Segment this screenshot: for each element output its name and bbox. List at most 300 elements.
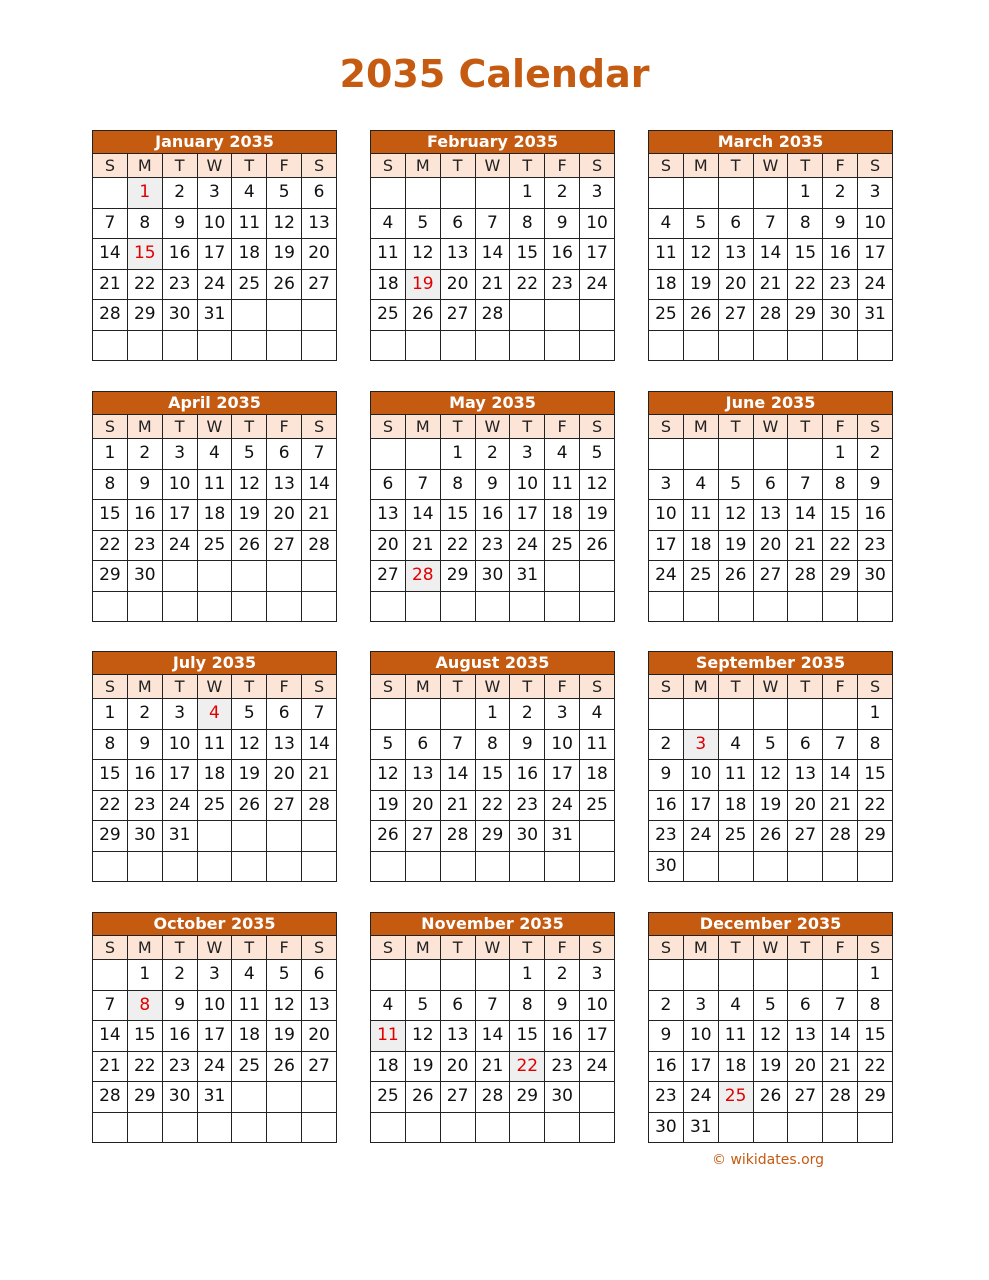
day-cell: 17 <box>162 500 197 531</box>
day-cell: 21 <box>302 760 337 791</box>
empty-cell <box>510 1112 545 1143</box>
empty-cell <box>788 1112 823 1143</box>
day-cell: 20 <box>788 790 823 821</box>
day-cell: 9 <box>162 990 197 1021</box>
day-cell: 20 <box>753 530 788 561</box>
day-cell: 11 <box>580 729 615 760</box>
day-cell: 30 <box>823 300 858 331</box>
day-cell: 10 <box>197 990 232 1021</box>
week-row <box>93 530 337 561</box>
day-cell: 10 <box>162 729 197 760</box>
day-cell: 24 <box>580 1051 615 1082</box>
day-cell: 10 <box>580 208 615 239</box>
holiday-cell: 1 <box>127 178 162 209</box>
day-cell: 4 <box>718 729 753 760</box>
holiday-cell: 19 <box>405 269 440 300</box>
day-cell: 5 <box>718 469 753 500</box>
day-cell: 22 <box>93 530 128 561</box>
weekday-label: T <box>232 675 267 699</box>
day-cell: 15 <box>93 760 128 791</box>
day-cell: 17 <box>683 1051 718 1082</box>
week-row <box>649 851 893 882</box>
day-cell: 8 <box>475 729 510 760</box>
empty-cell <box>788 439 823 470</box>
week-row <box>649 760 893 791</box>
day-cell: 18 <box>197 500 232 531</box>
weekday-label: S <box>649 936 684 960</box>
day-cell: 28 <box>302 530 337 561</box>
day-cell: 18 <box>718 790 753 821</box>
day-cell: 30 <box>649 851 684 882</box>
day-cell: 11 <box>232 208 267 239</box>
month-title: May 2035 <box>371 392 615 415</box>
day-cell: 12 <box>232 469 267 500</box>
month-title: October 2035 <box>93 913 337 936</box>
weekday-label: T <box>162 154 197 178</box>
week-row <box>371 990 615 1021</box>
day-cell: 6 <box>718 208 753 239</box>
day-cell: 23 <box>475 530 510 561</box>
day-cell: 3 <box>197 960 232 991</box>
day-cell: 15 <box>858 760 893 791</box>
weekday-label: T <box>232 154 267 178</box>
empty-cell <box>718 330 753 361</box>
day-cell: 3 <box>580 960 615 991</box>
empty-cell <box>580 591 615 622</box>
day-cell: 26 <box>753 821 788 852</box>
weekday-label: W <box>475 154 510 178</box>
day-cell: 14 <box>93 239 128 270</box>
day-cell: 8 <box>858 990 893 1021</box>
day-cell: 24 <box>197 269 232 300</box>
day-cell: 2 <box>127 439 162 470</box>
day-cell: 13 <box>788 1021 823 1052</box>
day-cell: 8 <box>788 208 823 239</box>
week-row <box>93 851 337 882</box>
weekday-label: T <box>510 675 545 699</box>
day-cell: 7 <box>405 469 440 500</box>
week-row <box>371 330 615 361</box>
empty-cell <box>371 330 406 361</box>
week-row <box>649 729 893 760</box>
holiday-cell: 11 <box>371 1021 406 1052</box>
weekday-label: S <box>858 154 893 178</box>
day-cell: 9 <box>649 1021 684 1052</box>
weekday-label: T <box>788 154 823 178</box>
day-cell: 15 <box>788 239 823 270</box>
month-table <box>648 912 893 1143</box>
day-cell: 19 <box>267 1021 302 1052</box>
empty-cell <box>545 300 580 331</box>
empty-cell <box>649 330 684 361</box>
weekday-label: F <box>823 675 858 699</box>
empty-cell <box>302 561 337 592</box>
day-cell: 12 <box>753 1021 788 1052</box>
weekday-label: T <box>788 675 823 699</box>
day-cell: 10 <box>510 469 545 500</box>
empty-cell <box>440 960 475 991</box>
empty-cell <box>371 591 406 622</box>
day-cell: 26 <box>683 300 718 331</box>
week-row <box>649 1051 893 1082</box>
day-cell: 30 <box>649 1112 684 1143</box>
week-row <box>93 239 337 270</box>
empty-cell <box>475 591 510 622</box>
day-cell: 5 <box>267 178 302 209</box>
weekday-label: F <box>545 675 580 699</box>
day-cell: 2 <box>475 439 510 470</box>
day-cell: 21 <box>823 1051 858 1082</box>
day-cell: 24 <box>510 530 545 561</box>
week-row <box>649 469 893 500</box>
day-cell: 28 <box>475 300 510 331</box>
day-cell: 3 <box>649 469 684 500</box>
day-cell: 18 <box>683 530 718 561</box>
empty-cell <box>475 851 510 882</box>
empty-cell <box>858 591 893 622</box>
day-cell: 11 <box>683 500 718 531</box>
day-cell: 17 <box>197 239 232 270</box>
weekday-label: F <box>267 154 302 178</box>
month-title: March 2035 <box>649 131 893 154</box>
empty-cell <box>232 591 267 622</box>
empty-cell <box>127 1112 162 1143</box>
empty-cell <box>232 1082 267 1113</box>
day-cell: 20 <box>302 1021 337 1052</box>
empty-cell <box>302 1082 337 1113</box>
day-cell: 9 <box>649 760 684 791</box>
week-row <box>93 208 337 239</box>
day-cell: 10 <box>683 760 718 791</box>
empty-cell <box>197 330 232 361</box>
week-row <box>371 1112 615 1143</box>
day-cell: 5 <box>232 439 267 470</box>
empty-cell <box>649 591 684 622</box>
empty-cell <box>371 699 406 730</box>
day-cell: 30 <box>475 561 510 592</box>
day-cell: 29 <box>510 1082 545 1113</box>
day-cell: 18 <box>718 1051 753 1082</box>
day-cell: 26 <box>267 1051 302 1082</box>
empty-cell <box>440 851 475 882</box>
empty-cell <box>545 591 580 622</box>
day-cell: 12 <box>580 469 615 500</box>
day-cell: 6 <box>440 208 475 239</box>
day-cell: 12 <box>753 760 788 791</box>
weekday-label: F <box>823 936 858 960</box>
weekday-label: S <box>580 154 615 178</box>
day-cell: 23 <box>823 269 858 300</box>
empty-cell <box>580 1112 615 1143</box>
weekday-label: S <box>580 415 615 439</box>
day-cell: 17 <box>510 500 545 531</box>
holiday-cell: 4 <box>197 699 232 730</box>
empty-cell <box>649 439 684 470</box>
day-cell: 11 <box>718 1021 753 1052</box>
day-cell: 25 <box>371 1082 406 1113</box>
weekday-label: W <box>475 675 510 699</box>
day-cell: 20 <box>405 790 440 821</box>
day-cell: 11 <box>718 760 753 791</box>
week-row <box>93 729 337 760</box>
day-cell: 12 <box>267 208 302 239</box>
empty-cell <box>580 1082 615 1113</box>
day-cell: 12 <box>405 239 440 270</box>
weekday-label: T <box>510 415 545 439</box>
day-cell: 20 <box>267 500 302 531</box>
weekday-label: M <box>683 675 718 699</box>
day-cell: 8 <box>510 208 545 239</box>
week-row <box>93 1021 337 1052</box>
week-row <box>371 208 615 239</box>
day-cell: 16 <box>545 1021 580 1052</box>
empty-cell <box>302 591 337 622</box>
day-cell: 19 <box>232 500 267 531</box>
day-cell: 15 <box>475 760 510 791</box>
day-cell: 6 <box>753 469 788 500</box>
empty-cell <box>93 960 128 991</box>
month-table <box>648 391 893 622</box>
empty-cell <box>580 330 615 361</box>
month-title: November 2035 <box>371 913 615 936</box>
day-cell: 27 <box>267 790 302 821</box>
weekday-label: S <box>649 415 684 439</box>
day-cell: 14 <box>823 1021 858 1052</box>
day-cell: 8 <box>823 469 858 500</box>
day-cell: 31 <box>197 1082 232 1113</box>
weekday-label: M <box>405 415 440 439</box>
empty-cell <box>162 330 197 361</box>
empty-cell <box>440 330 475 361</box>
day-cell: 26 <box>718 561 753 592</box>
empty-cell <box>649 178 684 209</box>
day-cell: 9 <box>545 990 580 1021</box>
day-cell: 2 <box>545 178 580 209</box>
day-cell: 16 <box>510 760 545 791</box>
day-cell: 22 <box>823 530 858 561</box>
empty-cell <box>683 699 718 730</box>
empty-cell <box>545 1112 580 1143</box>
day-cell: 15 <box>858 1021 893 1052</box>
weekday-label: M <box>127 154 162 178</box>
empty-cell <box>753 960 788 991</box>
day-cell: 25 <box>232 269 267 300</box>
week-row <box>649 561 893 592</box>
empty-cell <box>232 1112 267 1143</box>
weekday-label: M <box>405 675 440 699</box>
week-row <box>371 469 615 500</box>
week-row <box>93 990 337 1021</box>
week-row <box>93 469 337 500</box>
empty-cell <box>510 300 545 331</box>
day-cell: 13 <box>302 990 337 1021</box>
empty-cell <box>267 1112 302 1143</box>
empty-cell <box>753 439 788 470</box>
empty-cell <box>440 178 475 209</box>
empty-cell <box>510 330 545 361</box>
week-row <box>371 300 615 331</box>
week-row <box>371 1082 615 1113</box>
day-cell: 29 <box>93 561 128 592</box>
day-cell: 5 <box>753 729 788 760</box>
day-cell: 23 <box>127 790 162 821</box>
day-cell: 1 <box>510 960 545 991</box>
empty-cell <box>302 851 337 882</box>
weekday-label: M <box>683 415 718 439</box>
day-cell: 15 <box>510 1021 545 1052</box>
weekday-label: F <box>545 154 580 178</box>
weekday-label: S <box>93 415 128 439</box>
day-cell: 18 <box>649 269 684 300</box>
day-cell: 24 <box>683 821 718 852</box>
day-cell: 21 <box>440 790 475 821</box>
day-cell: 28 <box>753 300 788 331</box>
day-cell: 15 <box>93 500 128 531</box>
day-cell: 5 <box>580 439 615 470</box>
day-cell: 27 <box>440 1082 475 1113</box>
weekday-label: F <box>545 415 580 439</box>
empty-cell <box>405 1112 440 1143</box>
day-cell: 25 <box>197 530 232 561</box>
weekday-label: M <box>127 936 162 960</box>
empty-cell <box>753 330 788 361</box>
day-cell: 11 <box>649 239 684 270</box>
empty-cell <box>267 561 302 592</box>
week-row <box>371 1021 615 1052</box>
weekday-label: W <box>197 675 232 699</box>
day-cell: 3 <box>683 990 718 1021</box>
day-cell: 17 <box>545 760 580 791</box>
weekday-label: S <box>371 675 406 699</box>
holiday-cell: 22 <box>510 1051 545 1082</box>
empty-cell <box>93 591 128 622</box>
month-table <box>370 651 615 882</box>
empty-cell <box>127 591 162 622</box>
day-cell: 16 <box>545 239 580 270</box>
weekday-label: W <box>197 415 232 439</box>
week-row <box>93 500 337 531</box>
day-cell: 13 <box>788 760 823 791</box>
day-cell: 13 <box>440 1021 475 1052</box>
empty-cell <box>718 960 753 991</box>
day-cell: 21 <box>93 269 128 300</box>
day-cell: 11 <box>197 729 232 760</box>
empty-cell <box>197 821 232 852</box>
day-cell: 26 <box>232 530 267 561</box>
day-cell: 16 <box>162 1021 197 1052</box>
day-cell: 18 <box>545 500 580 531</box>
day-cell: 21 <box>788 530 823 561</box>
week-row <box>649 821 893 852</box>
empty-cell <box>371 178 406 209</box>
day-cell: 3 <box>510 439 545 470</box>
day-cell: 7 <box>475 990 510 1021</box>
month-title: April 2035 <box>93 392 337 415</box>
day-cell: 17 <box>683 790 718 821</box>
week-row <box>649 439 893 470</box>
empty-cell <box>788 851 823 882</box>
day-cell: 31 <box>197 300 232 331</box>
day-cell: 30 <box>127 561 162 592</box>
month-table <box>370 391 615 622</box>
empty-cell <box>823 591 858 622</box>
day-cell: 29 <box>823 561 858 592</box>
day-cell: 21 <box>475 1051 510 1082</box>
weekday-label: T <box>718 936 753 960</box>
day-cell: 10 <box>683 1021 718 1052</box>
empty-cell <box>405 591 440 622</box>
day-cell: 2 <box>823 178 858 209</box>
weekday-label: S <box>858 415 893 439</box>
weekday-label: S <box>858 936 893 960</box>
day-cell: 5 <box>405 990 440 1021</box>
day-cell: 23 <box>649 821 684 852</box>
month-title: September 2035 <box>649 652 893 675</box>
weekday-label: F <box>267 415 302 439</box>
day-cell: 14 <box>302 729 337 760</box>
day-cell: 7 <box>302 699 337 730</box>
day-cell: 24 <box>649 561 684 592</box>
week-row <box>649 300 893 331</box>
day-cell: 26 <box>405 300 440 331</box>
day-cell: 19 <box>580 500 615 531</box>
week-row <box>93 269 337 300</box>
day-cell: 23 <box>162 269 197 300</box>
weekday-label: S <box>371 936 406 960</box>
week-row <box>93 1051 337 1082</box>
day-cell: 10 <box>162 469 197 500</box>
week-row <box>371 960 615 991</box>
weekday-label: T <box>718 415 753 439</box>
empty-cell <box>127 851 162 882</box>
empty-cell <box>683 178 718 209</box>
weekday-label: S <box>580 675 615 699</box>
week-row <box>371 500 615 531</box>
empty-cell <box>683 851 718 882</box>
empty-cell <box>371 960 406 991</box>
day-cell: 13 <box>440 239 475 270</box>
day-cell: 12 <box>718 500 753 531</box>
weekday-label: F <box>823 154 858 178</box>
empty-cell <box>753 699 788 730</box>
day-cell: 2 <box>162 178 197 209</box>
empty-cell <box>718 699 753 730</box>
empty-cell <box>371 439 406 470</box>
empty-cell <box>127 330 162 361</box>
day-cell: 13 <box>302 208 337 239</box>
day-cell: 14 <box>823 760 858 791</box>
day-cell: 29 <box>440 561 475 592</box>
day-cell: 7 <box>475 208 510 239</box>
day-cell: 21 <box>753 269 788 300</box>
day-cell: 22 <box>858 1051 893 1082</box>
weekday-label: T <box>162 675 197 699</box>
empty-cell <box>683 960 718 991</box>
day-cell: 22 <box>127 269 162 300</box>
weekday-label: S <box>302 415 337 439</box>
holiday-cell: 25 <box>718 1082 753 1113</box>
day-cell: 30 <box>162 300 197 331</box>
week-row <box>93 821 337 852</box>
day-cell: 2 <box>510 699 545 730</box>
day-cell: 31 <box>858 300 893 331</box>
week-row <box>371 591 615 622</box>
month-table <box>92 912 337 1143</box>
holiday-cell: 3 <box>683 729 718 760</box>
day-cell: 27 <box>718 300 753 331</box>
day-cell: 6 <box>405 729 440 760</box>
weekday-label: T <box>440 415 475 439</box>
